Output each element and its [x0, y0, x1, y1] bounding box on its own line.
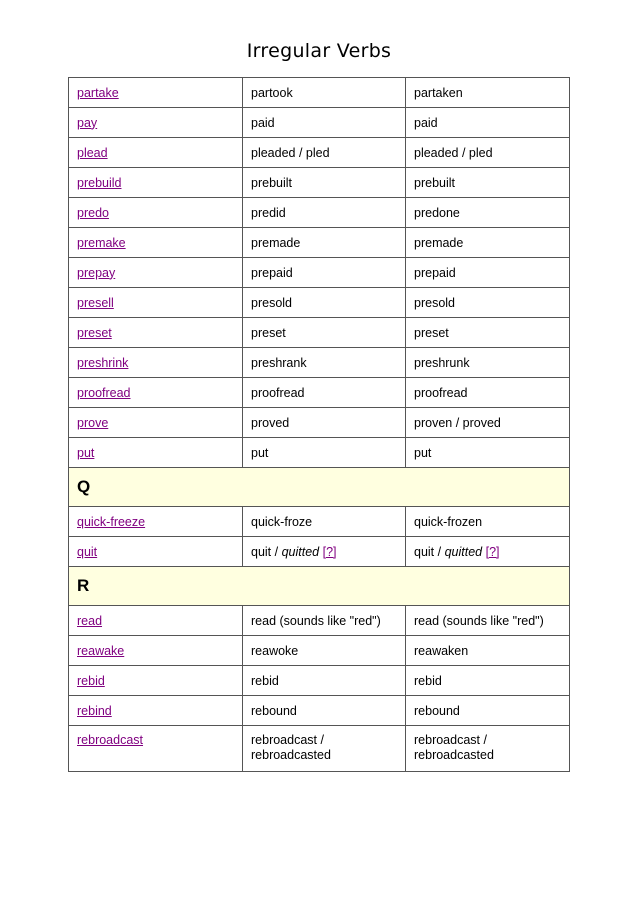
base-form-link[interactable]: rebind — [69, 696, 243, 726]
table-row — [69, 288, 570, 318]
table-row — [69, 696, 570, 726]
table-row — [69, 168, 570, 198]
base-form-link[interactable]: pay — [69, 108, 243, 138]
past-participle: put — [406, 438, 570, 468]
past-simple: premade — [243, 228, 406, 258]
past-simple: read (sounds like "red") — [243, 606, 406, 636]
past-participle: preshrunk — [406, 348, 570, 378]
past-simple: predid — [243, 198, 406, 228]
pp-alt: quitted — [444, 544, 483, 559]
past-simple: quick-froze — [243, 507, 406, 537]
past-simple: reawoke — [243, 636, 406, 666]
past-simple — [243, 537, 406, 567]
past-simple: proofread — [243, 378, 406, 408]
base-form-link[interactable]: plead — [69, 138, 243, 168]
base-form-link[interactable]: read — [69, 606, 243, 636]
irregular-verbs-table — [68, 77, 570, 772]
past-simple — [243, 726, 406, 772]
past-participle: reawaken — [406, 636, 570, 666]
past-simple: paid — [243, 108, 406, 138]
past-line-1: rebroadcast / — [251, 733, 324, 747]
base-form-link[interactable]: partake — [69, 78, 243, 108]
base-form-link[interactable]: put — [69, 438, 243, 468]
past-participle: rebound — [406, 696, 570, 726]
table-row — [69, 378, 570, 408]
table-row — [69, 138, 570, 168]
past-simple: pleaded / pled — [243, 138, 406, 168]
letter-header: R — [69, 567, 570, 606]
table-row — [69, 666, 570, 696]
past-participle: proofread — [406, 378, 570, 408]
past-participle — [406, 537, 570, 567]
pp-line-2: rebroadcasted — [414, 748, 494, 762]
past-simple: partook — [243, 78, 406, 108]
base-form-link[interactable]: rebroadcast — [69, 726, 243, 772]
past-participle: prepaid — [406, 258, 570, 288]
pp-line-1: rebroadcast / — [414, 733, 487, 747]
table-row — [69, 408, 570, 438]
past-participle: pleaded / pled — [406, 138, 570, 168]
past-participle — [406, 726, 570, 772]
past-simple: rebid — [243, 666, 406, 696]
past-participle: paid — [406, 108, 570, 138]
base-form-link[interactable]: prebuild — [69, 168, 243, 198]
past-line-2: rebroadcasted — [251, 748, 331, 762]
past-participle: read (sounds like "red") — [406, 606, 570, 636]
base-form-link[interactable]: quit — [69, 537, 243, 567]
past-participle: premade — [406, 228, 570, 258]
past-participle: quick-frozen — [406, 507, 570, 537]
base-form-link[interactable]: premake — [69, 228, 243, 258]
table-row — [69, 318, 570, 348]
table-row — [69, 507, 570, 537]
table-row — [69, 636, 570, 666]
past-participle: predone — [406, 198, 570, 228]
past-simple: rebound — [243, 696, 406, 726]
past-simple: prebuilt — [243, 168, 406, 198]
table-row — [69, 198, 570, 228]
past-participle: prebuilt — [406, 168, 570, 198]
table-row — [69, 258, 570, 288]
past-participle: proven / proved — [406, 408, 570, 438]
past-alt: quitted — [281, 544, 320, 559]
table-row — [69, 726, 570, 772]
table-row — [69, 108, 570, 138]
base-form-link[interactable]: reawake — [69, 636, 243, 666]
past-participle: preset — [406, 318, 570, 348]
past-simple: preshrank — [243, 348, 406, 378]
pp-main: quit / — [414, 544, 445, 559]
past-simple: proved — [243, 408, 406, 438]
table-row — [69, 537, 570, 567]
past-simple: preset — [243, 318, 406, 348]
base-form-link[interactable]: prove — [69, 408, 243, 438]
past-simple: put — [243, 438, 406, 468]
past-simple: presold — [243, 288, 406, 318]
base-form-link[interactable]: presell — [69, 288, 243, 318]
past-participle: rebid — [406, 666, 570, 696]
base-form-link[interactable]: preset — [69, 318, 243, 348]
page-title: Irregular Verbs — [246, 40, 392, 62]
base-form-link[interactable]: quick-freeze — [69, 507, 243, 537]
past-ref-link[interactable]: [?] — [322, 544, 337, 559]
past-simple: prepaid — [243, 258, 406, 288]
letter-header-row — [69, 567, 570, 606]
letter-header-row — [69, 468, 570, 507]
table-row — [69, 78, 570, 108]
pp-ref-link[interactable]: [?] — [485, 544, 500, 559]
past-main: quit / — [251, 544, 282, 559]
base-form-link[interactable]: rebid — [69, 666, 243, 696]
past-participle: presold — [406, 288, 570, 318]
base-form-link[interactable]: predo — [69, 198, 243, 228]
base-form-link[interactable]: prepay — [69, 258, 243, 288]
table-body — [69, 78, 570, 772]
table-row — [69, 606, 570, 636]
table-row — [69, 228, 570, 258]
table-row — [69, 438, 570, 468]
past-participle: partaken — [406, 78, 570, 108]
table-row — [69, 348, 570, 378]
base-form-link[interactable]: proofread — [69, 378, 243, 408]
base-form-link[interactable]: preshrink — [69, 348, 243, 378]
letter-header: Q — [69, 468, 570, 507]
